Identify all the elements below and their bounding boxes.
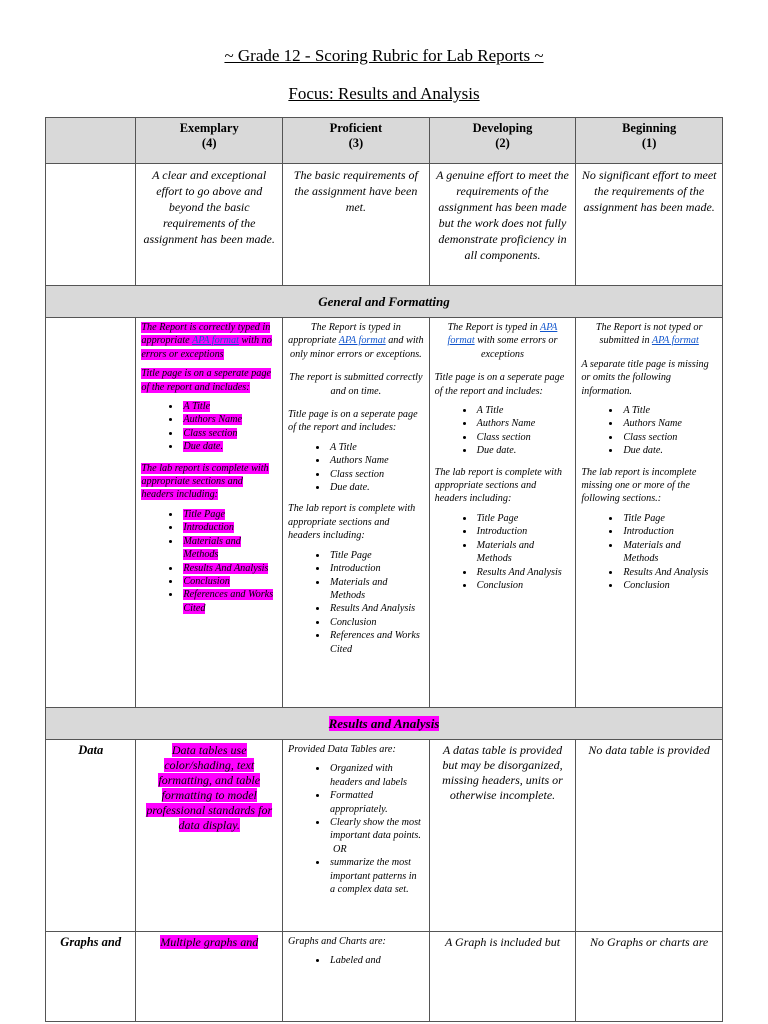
data-row-label: Data	[46, 740, 136, 932]
section-results-row	[46, 708, 723, 740]
header-exemplary: Exemplary (4)	[136, 118, 283, 164]
data-developing: A datas table is provided but may be disorganized, missing headers, units or otherwise incomplete.	[429, 740, 576, 932]
developing-sections-list: • Title Page • Introduction • Materials and Methods • Results And Analysis • Conclusion	[435, 512, 571, 592]
graphs-beginning: No Graphs or charts are	[576, 932, 723, 1022]
header-developing: Developing (2)	[429, 118, 576, 164]
description-row	[46, 164, 723, 286]
description-beginning: No significant effort to meet the requirements of the assignment has been made.	[576, 164, 723, 286]
data-beginning: No data table is provided	[576, 740, 723, 932]
general-exemplary: The Report is correctly typed in appropriate APA format with no errors or exceptions Title page is on a seperate page of the report and includes: • A Title • Authors Name • Class section • Due date. The lab report is complete with appropriate sections and headers including: • Title Page • Introduction • Materials and Methods • Results And Analysis • Conclusion • References and Works Cited	[136, 318, 283, 708]
apa-format-link[interactable]: APA format	[651, 335, 699, 347]
graphs-row-label: Graphs and	[46, 932, 136, 1022]
beginning-title-list: • A Title • Authors Name • Class section • Due date.	[581, 404, 717, 458]
corner-cell	[46, 118, 136, 164]
rubric-table	[45, 117, 723, 1022]
general-proficient: The Report is typed in appropriate APA format and with only minor errors or exceptions. The report is submitted correctly and on time. Title page is on a seperate page of the report and includes: • A Title • Authors Name • Class section • Due date. The lab report is complete with appropriate sections and headers including: • Title Page • Introduction • Materials and Methods • Results And Analysis • Conclusion • References and Works Cited	[283, 318, 430, 708]
exemplary-title-list: • A Title • Authors Name • Class section • Due date.	[141, 400, 277, 454]
general-row	[46, 318, 723, 708]
graphs-proficient-list: • Labeled and	[288, 954, 424, 967]
header-row	[46, 118, 723, 164]
proficient-sections-list: • Title Page • Introduction • Materials and Methods • Results And Analysis • Conclusion • References and Works Cited	[288, 549, 424, 656]
document-title: ~ Grade 12 - Scoring Rubric for Lab Reports ~	[224, 46, 544, 65]
header-beginning: Beginning (1)	[576, 118, 723, 164]
graphs-exemplary: Multiple graphs and	[136, 932, 283, 1022]
section-general-row	[46, 286, 723, 318]
data-proficient-list: • Organized with headers and labels • Formatted appropriately. • Clearly show the most important data points.	[288, 762, 424, 842]
general-label-cell	[46, 318, 136, 708]
developing-title-list: • A Title • Authors Name • Class section • Due date.	[435, 404, 571, 458]
header-proficient: Proficient (3)	[283, 118, 430, 164]
graphs-developing: A Graph is included but	[429, 932, 576, 1022]
section-general-heading: General and Formatting	[46, 286, 723, 318]
description-label-cell	[46, 164, 136, 286]
graphs-row	[46, 932, 723, 1022]
beginning-sections-list: • Title Page • Introduction • Materials and Methods • Results And Analysis • Conclusion	[581, 512, 717, 592]
data-proficient: Provided Data Tables are: • Organized with headers and labels • Formatted appropriately. • Clearly show the most important data points. OR • summarize the most important patterns in a complex data set.	[283, 740, 430, 932]
section-results-heading: Results and Analysis	[46, 708, 723, 740]
exemplary-sections-list: • Title Page • Introduction • Materials and Methods • Results And Analysis • Conclusion • References and Works Cited	[141, 508, 277, 615]
data-proficient-list-alt: • summarize the most important patterns in a complex data set.	[288, 856, 424, 896]
proficient-title-list: • A Title • Authors Name • Class section • Due date.	[288, 441, 424, 495]
general-beginning: The Report is not typed or submitted in APA format A separate title page is missing or omits the following information. • A Title • Authors Name • Class section • Due date. The lab report is incomplete missing one or more of the following sections.: • Title Page • Introduction • Materials and Methods • Results And Analysis • Conclusion	[576, 318, 723, 708]
general-developing: The Report is typed in APA format with some errors or exceptions Title page is on a seperate page of the report and includes: • A Title • Authors Name • Class section • Due date. The lab report is complete with appropriate sections and headers including: • Title Page • Introduction • Materials and Methods • Results And Analysis • Conclusion	[429, 318, 576, 708]
apa-format-link[interactable]: APA format	[447, 322, 558, 347]
description-exemplary: A clear and exceptional effort to go above and beyond the basic requirements of the assignment has been made.	[136, 164, 283, 286]
document-subtitle: Focus: Results and Analysis	[288, 84, 480, 103]
description-developing: A genuine effort to meet the requirements of the assignment has been made but the work does not fully demonstrate proficiency in all components.	[429, 164, 576, 286]
graphs-proficient: Graphs and Charts are: • Labeled and	[283, 932, 430, 1022]
data-row	[46, 740, 723, 932]
description-proficient: The basic requirements of the assignment have been met.	[283, 164, 430, 286]
apa-format-link[interactable]: APA format	[192, 335, 239, 347]
data-exemplary: Data tables use color/shading, text formatting, and table formatting to model professional standards for data display.	[136, 740, 283, 932]
apa-format-link[interactable]: APA format	[338, 335, 386, 347]
